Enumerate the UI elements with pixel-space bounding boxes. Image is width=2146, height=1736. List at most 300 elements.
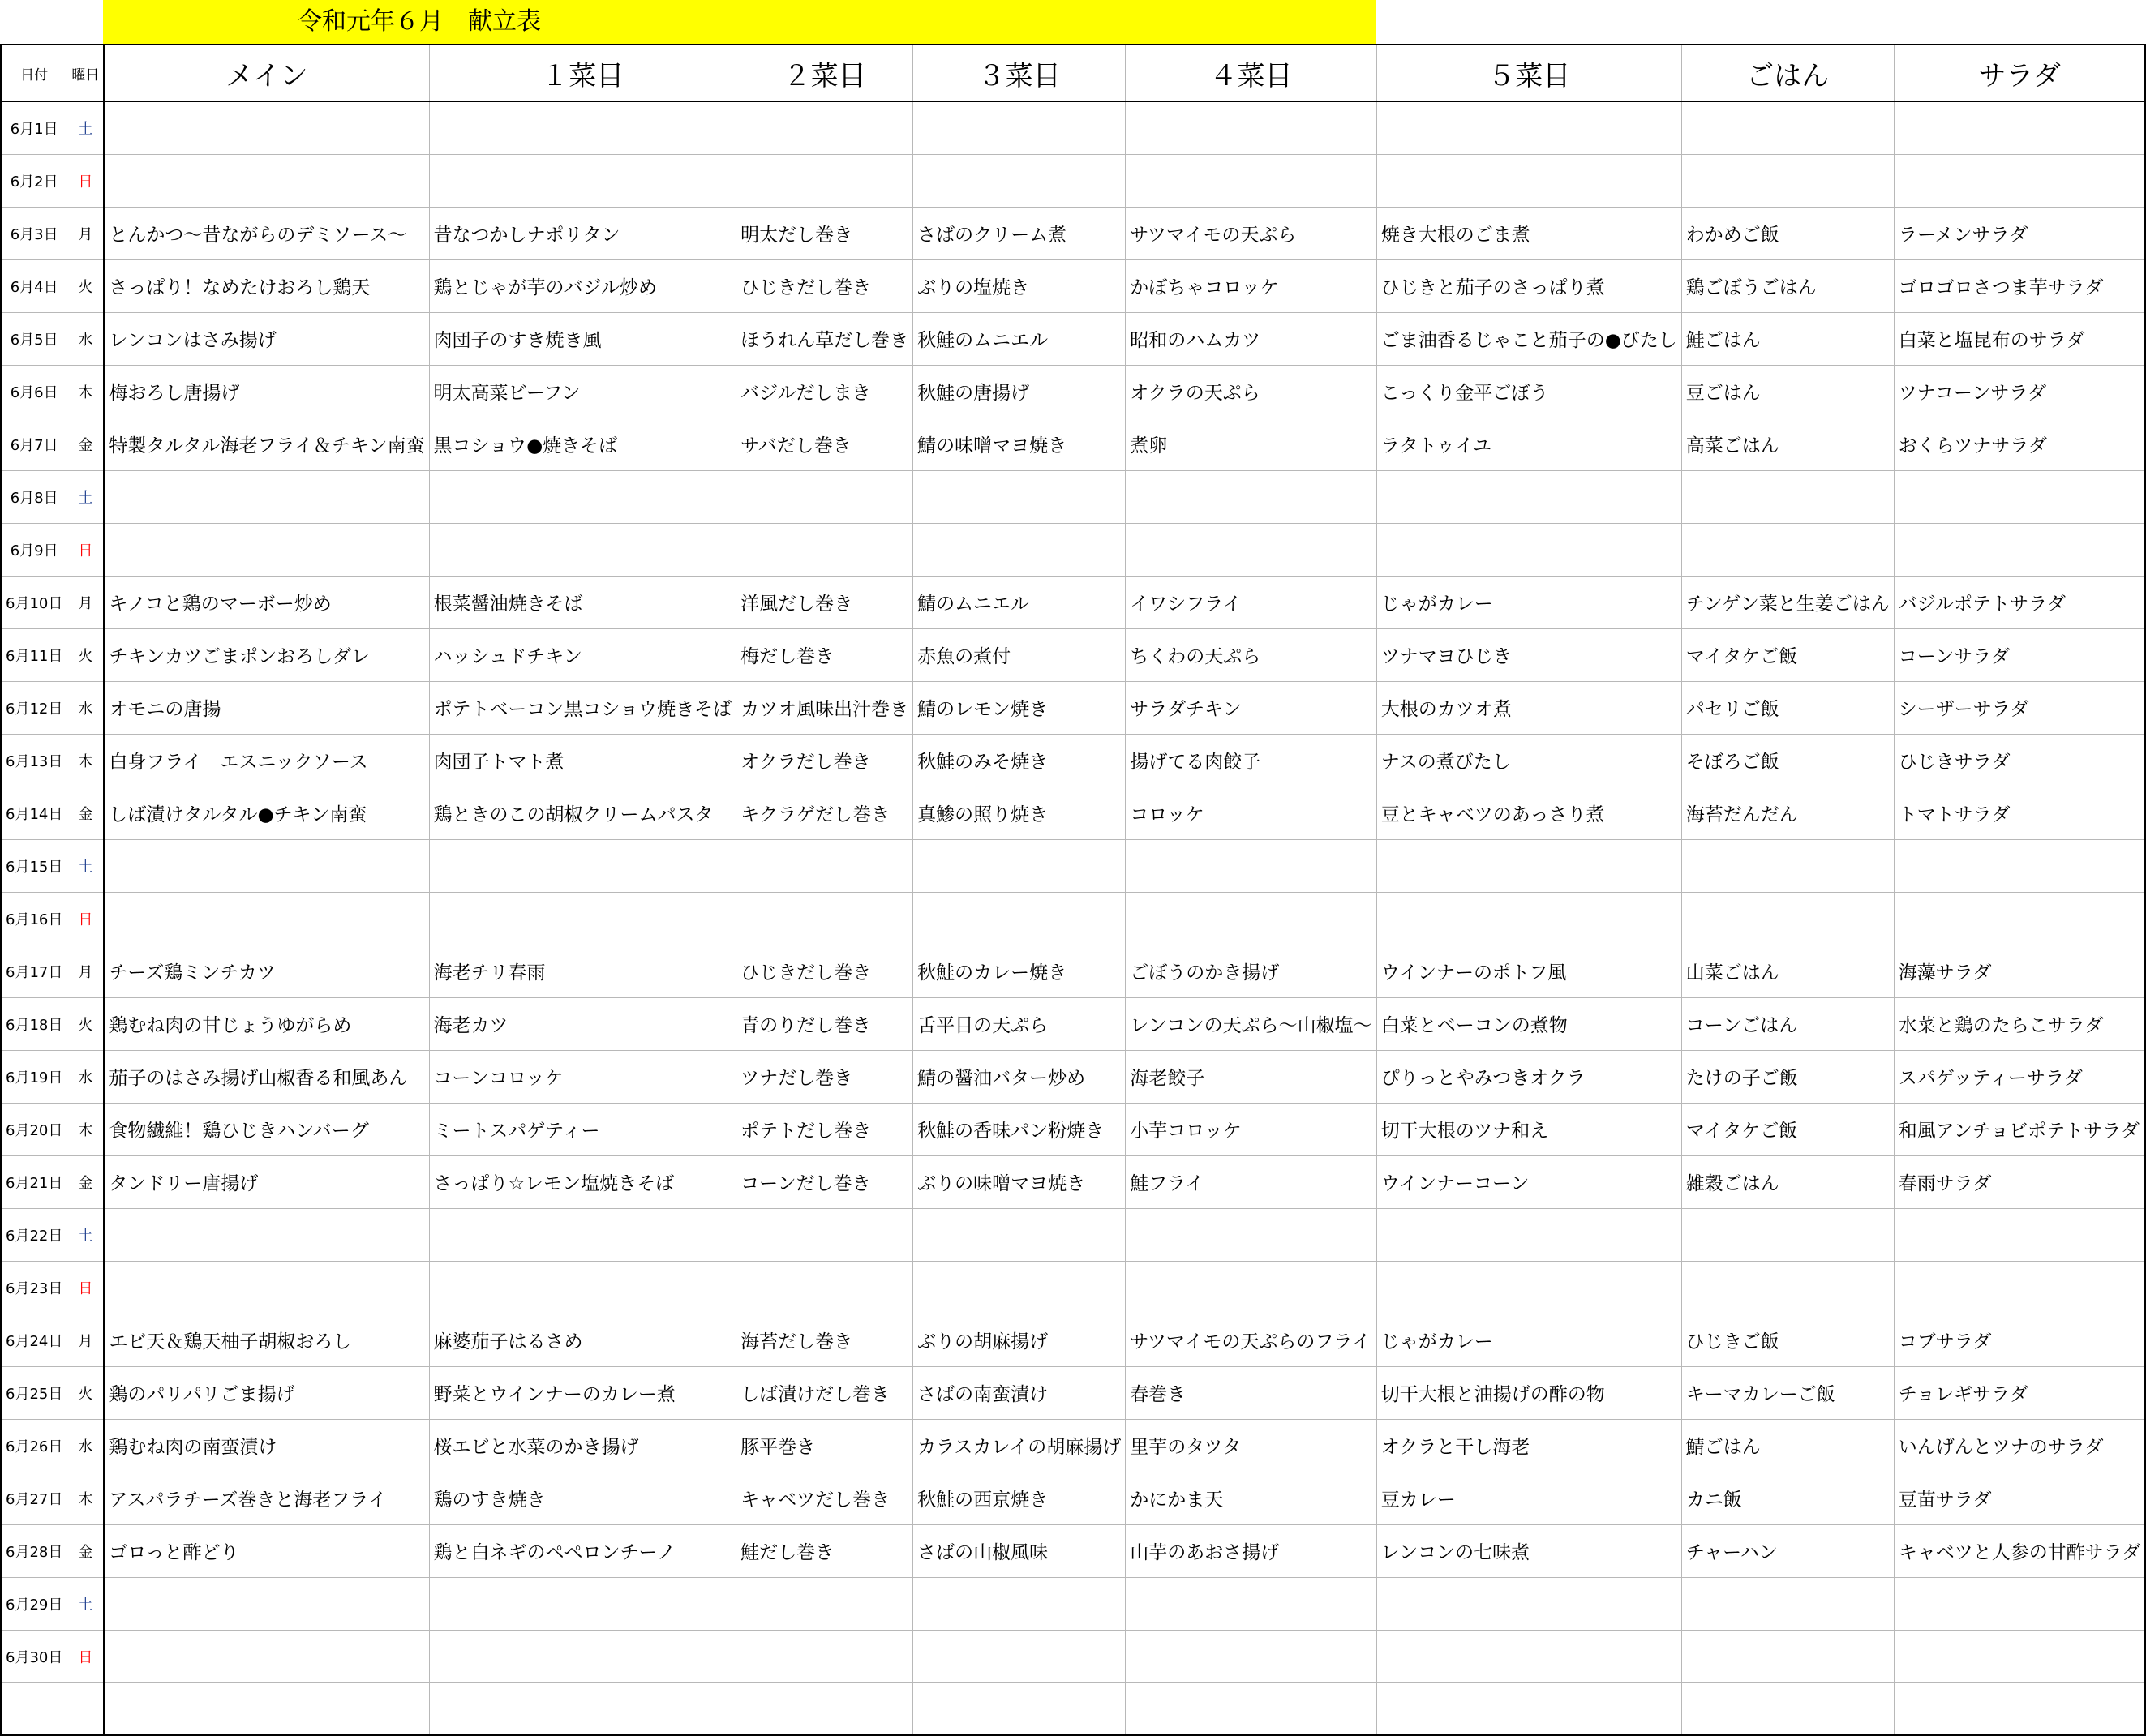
cell-salad: 豆苗サラダ bbox=[1894, 1472, 2145, 1524]
cell-dish-4: オクラの天ぷら bbox=[1126, 365, 1376, 418]
cell-rice bbox=[1681, 839, 1894, 892]
table-row bbox=[1, 1208, 2145, 1261]
cell-dish-5 bbox=[1376, 470, 1681, 523]
cell-date: 6月7日 bbox=[1, 418, 67, 470]
cell-salad bbox=[1894, 892, 2145, 945]
cell-salad: 春雨サラダ bbox=[1894, 1155, 2145, 1208]
cell-weekday: 木 bbox=[67, 365, 105, 418]
table-row bbox=[1, 1472, 2145, 1524]
cell-rice bbox=[1681, 1208, 1894, 1261]
cell-date: 6月27日 bbox=[1, 1472, 67, 1524]
cell-dish-1: 肉団子のすき焼き風 bbox=[429, 312, 736, 365]
cell-dish-2: ツナだし巻き bbox=[736, 1050, 913, 1103]
cell-rice: 山菜ごはん bbox=[1681, 945, 1894, 997]
cell-dish-5 bbox=[1376, 523, 1681, 576]
table-row bbox=[1, 787, 2145, 839]
header-main: メイン bbox=[104, 45, 429, 101]
cell-weekday: 木 bbox=[67, 734, 105, 787]
cell-dish-3: さばのクリーム煮 bbox=[913, 207, 1126, 259]
table-row bbox=[1, 312, 2145, 365]
cell-rice: チンゲン菜と生姜ごはん bbox=[1681, 576, 1894, 628]
cell-main: 鶏むね肉の南蛮漬け bbox=[104, 1419, 429, 1472]
cell-date: 6月12日 bbox=[1, 681, 67, 734]
cell-salad: ツナコーンサラダ bbox=[1894, 365, 2145, 418]
cell-salad: キャベツと人参の甘酢サラダ bbox=[1894, 1524, 2145, 1577]
header-dow: 曜日 bbox=[67, 45, 105, 101]
cell-rice bbox=[1681, 470, 1894, 523]
cell-weekday: 水 bbox=[67, 1419, 105, 1472]
cell-dish-1 bbox=[429, 1577, 736, 1630]
cell-date: 6月28日 bbox=[1, 1524, 67, 1577]
cell-weekday bbox=[67, 1682, 105, 1735]
cell-dish-4 bbox=[1126, 892, 1376, 945]
cell-dish-1 bbox=[429, 101, 736, 154]
cell-dish-2: サバだし巻き bbox=[736, 418, 913, 470]
cell-dish-2: キクラゲだし巻き bbox=[736, 787, 913, 839]
cell-main: 梅おろし唐揚げ bbox=[104, 365, 429, 418]
table-row bbox=[1, 1050, 2145, 1103]
table-row bbox=[1, 945, 2145, 997]
cell-dish-5: オクラと干し海老 bbox=[1376, 1419, 1681, 1472]
cell-dish-2 bbox=[736, 1208, 913, 1261]
cell-dish-1 bbox=[429, 1261, 736, 1314]
cell-rice: 鯖ごはん bbox=[1681, 1419, 1894, 1472]
cell-dish-3: カラスカレイの胡麻揚げ bbox=[913, 1419, 1126, 1472]
cell-dish-3 bbox=[913, 1208, 1126, 1261]
cell-dish-3: ぶりの胡麻揚げ bbox=[913, 1314, 1126, 1366]
cell-main bbox=[104, 1630, 429, 1682]
cell-main: チーズ鶏ミンチカツ bbox=[104, 945, 429, 997]
cell-weekday: 土 bbox=[67, 470, 105, 523]
cell-dish-3: 真鯵の照り焼き bbox=[913, 787, 1126, 839]
cell-dish-3: 鯖の醤油バター炒め bbox=[913, 1050, 1126, 1103]
cell-dish-2: カツオ風味出汁巻き bbox=[736, 681, 913, 734]
cell-dish-3 bbox=[913, 1682, 1126, 1735]
cell-dish-4: サツマイモの天ぷらのフライ bbox=[1126, 1314, 1376, 1366]
cell-dish-4: レンコンの天ぷら～山椒塩～ bbox=[1126, 997, 1376, 1050]
cell-dish-5: ひじきと茄子のさっぱり煮 bbox=[1376, 259, 1681, 312]
cell-dish-4: 里芋のタツタ bbox=[1126, 1419, 1376, 1472]
table-row bbox=[1, 628, 2145, 681]
table-row bbox=[1, 892, 2145, 945]
cell-dish-5: ラタトゥイユ bbox=[1376, 418, 1681, 470]
cell-date: 6月21日 bbox=[1, 1155, 67, 1208]
cell-dish-4: ちくわの天ぷら bbox=[1126, 628, 1376, 681]
cell-main: オモニの唐揚 bbox=[104, 681, 429, 734]
cell-salad bbox=[1894, 1630, 2145, 1682]
header-dish-3: ３菜目 bbox=[913, 45, 1126, 101]
cell-salad: いんげんとツナのサラダ bbox=[1894, 1419, 2145, 1472]
cell-dish-2 bbox=[736, 1577, 913, 1630]
cell-main: とんかつ～昔ながらのデミソース～ bbox=[104, 207, 429, 259]
cell-date: 6月20日 bbox=[1, 1103, 67, 1155]
cell-main: 茄子のはさみ揚げ山椒香る和風あん bbox=[104, 1050, 429, 1103]
cell-dish-3: 秋鮭の唐揚げ bbox=[913, 365, 1126, 418]
cell-date: 6月11日 bbox=[1, 628, 67, 681]
cell-date: 6月23日 bbox=[1, 1261, 67, 1314]
cell-date: 6月16日 bbox=[1, 892, 67, 945]
cell-rice bbox=[1681, 1261, 1894, 1314]
cell-salad bbox=[1894, 101, 2145, 154]
cell-dish-1 bbox=[429, 892, 736, 945]
cell-weekday: 金 bbox=[67, 1524, 105, 1577]
cell-dish-3 bbox=[913, 1630, 1126, 1682]
cell-dish-4 bbox=[1126, 470, 1376, 523]
cell-rice: コーンごはん bbox=[1681, 997, 1894, 1050]
cell-weekday: 木 bbox=[67, 1472, 105, 1524]
cell-dish-3: 鯖の味噌マヨ焼き bbox=[913, 418, 1126, 470]
cell-dish-5: 大根のカツオ煮 bbox=[1376, 681, 1681, 734]
cell-main: チキンカツごまポンおろしダレ bbox=[104, 628, 429, 681]
cell-dish-1: 桜エビと水菜のかき揚げ bbox=[429, 1419, 736, 1472]
cell-dish-1: 鶏ときのこの胡椒クリームパスタ bbox=[429, 787, 736, 839]
cell-dish-1: 黒コショウ●焼きそば bbox=[429, 418, 736, 470]
cell-dish-3: 秋鮭の香味パン粉焼き bbox=[913, 1103, 1126, 1155]
cell-date: 6月26日 bbox=[1, 1419, 67, 1472]
cell-salad: チョレギサラダ bbox=[1894, 1366, 2145, 1419]
cell-main: レンコンはさみ揚げ bbox=[104, 312, 429, 365]
cell-dish-5: じゃがカレー bbox=[1376, 576, 1681, 628]
cell-rice: マイタケご飯 bbox=[1681, 628, 1894, 681]
cell-dish-1: 海老チリ春雨 bbox=[429, 945, 736, 997]
table-row bbox=[1, 1366, 2145, 1419]
cell-dish-3 bbox=[913, 1577, 1126, 1630]
table-row bbox=[1, 418, 2145, 470]
menu-table bbox=[0, 44, 2146, 1736]
cell-dish-5 bbox=[1376, 101, 1681, 154]
cell-date: 6月5日 bbox=[1, 312, 67, 365]
cell-dish-5 bbox=[1376, 1208, 1681, 1261]
cell-dish-1: 鶏と白ネギのペペロンチーノ bbox=[429, 1524, 736, 1577]
cell-dish-4: ごぼうのかき揚げ bbox=[1126, 945, 1376, 997]
cell-weekday: 月 bbox=[67, 576, 105, 628]
cell-date: 6月17日 bbox=[1, 945, 67, 997]
cell-dish-2: 明太だし巻き bbox=[736, 207, 913, 259]
cell-dish-4 bbox=[1126, 101, 1376, 154]
cell-dish-4: 煮卵 bbox=[1126, 418, 1376, 470]
header-dish-4: ４菜目 bbox=[1126, 45, 1376, 101]
cell-main bbox=[104, 101, 429, 154]
cell-weekday: 火 bbox=[67, 1366, 105, 1419]
cell-dish-5: ぴりっとやみつきオクラ bbox=[1376, 1050, 1681, 1103]
cell-rice bbox=[1681, 892, 1894, 945]
header-dish-1: １菜目 bbox=[429, 45, 736, 101]
cell-dish-3 bbox=[913, 1261, 1126, 1314]
cell-date: 6月9日 bbox=[1, 523, 67, 576]
cell-dish-2 bbox=[736, 839, 913, 892]
cell-salad: コブサラダ bbox=[1894, 1314, 2145, 1366]
cell-salad: ゴロゴロさつま芋サラダ bbox=[1894, 259, 2145, 312]
cell-salad: 白菜と塩昆布のサラダ bbox=[1894, 312, 2145, 365]
cell-rice: パセリご飯 bbox=[1681, 681, 1894, 734]
header-dish-2: ２菜目 bbox=[736, 45, 913, 101]
cell-main: キノコと鶏のマーボー炒め bbox=[104, 576, 429, 628]
cell-rice: わかめご飯 bbox=[1681, 207, 1894, 259]
cell-dish-2 bbox=[736, 101, 913, 154]
cell-date: 6月22日 bbox=[1, 1208, 67, 1261]
cell-dish-5 bbox=[1376, 1261, 1681, 1314]
cell-weekday: 水 bbox=[67, 681, 105, 734]
cell-main: ゴロっと酢どり bbox=[104, 1524, 429, 1577]
cell-dish-5: こっくり金平ごぼう bbox=[1376, 365, 1681, 418]
cell-dish-5: 焼き大根のごま煮 bbox=[1376, 207, 1681, 259]
cell-weekday: 日 bbox=[67, 523, 105, 576]
cell-rice: 海苔だんだん bbox=[1681, 787, 1894, 839]
cell-main: 鶏むね肉の甘じょうゆがらめ bbox=[104, 997, 429, 1050]
cell-dish-1 bbox=[429, 470, 736, 523]
cell-dish-2 bbox=[736, 523, 913, 576]
cell-dish-5 bbox=[1376, 1577, 1681, 1630]
cell-dish-4 bbox=[1126, 1261, 1376, 1314]
cell-main: タンドリー唐揚げ bbox=[104, 1155, 429, 1208]
cell-rice: 雑穀ごはん bbox=[1681, 1155, 1894, 1208]
cell-dish-3 bbox=[913, 154, 1126, 207]
cell-rice: カニ飯 bbox=[1681, 1472, 1894, 1524]
cell-salad bbox=[1894, 839, 2145, 892]
table-row bbox=[1, 681, 2145, 734]
cell-dish-4 bbox=[1126, 1682, 1376, 1735]
cell-weekday: 土 bbox=[67, 1577, 105, 1630]
cell-main bbox=[104, 154, 429, 207]
cell-rice bbox=[1681, 523, 1894, 576]
cell-dish-5: レンコンの七味煮 bbox=[1376, 1524, 1681, 1577]
cell-dish-1: 鶏のすき焼き bbox=[429, 1472, 736, 1524]
cell-rice: 鮭ごはん bbox=[1681, 312, 1894, 365]
cell-dish-5 bbox=[1376, 1682, 1681, 1735]
cell-dish-5 bbox=[1376, 892, 1681, 945]
cell-dish-4: コロッケ bbox=[1126, 787, 1376, 839]
menu-body bbox=[1, 101, 2145, 1735]
cell-main bbox=[104, 892, 429, 945]
cell-dish-4 bbox=[1126, 154, 1376, 207]
table-row bbox=[1, 1314, 2145, 1366]
cell-weekday: 日 bbox=[67, 892, 105, 945]
cell-salad bbox=[1894, 470, 2145, 523]
table-row bbox=[1, 1419, 2145, 1472]
cell-main: 鶏のパリパリごま揚げ bbox=[104, 1366, 429, 1419]
cell-date: 6月15日 bbox=[1, 839, 67, 892]
cell-dish-4: サラダチキン bbox=[1126, 681, 1376, 734]
cell-dish-1: 昔なつかしナポリタン bbox=[429, 207, 736, 259]
cell-dish-3 bbox=[913, 523, 1126, 576]
table-row bbox=[1, 1630, 2145, 1682]
cell-dish-5: ウインナーコーン bbox=[1376, 1155, 1681, 1208]
cell-rice bbox=[1681, 1630, 1894, 1682]
cell-dish-2: 洋風だし巻き bbox=[736, 576, 913, 628]
cell-dish-1: 鶏とじゃが芋のバジル炒め bbox=[429, 259, 736, 312]
cell-date: 6月13日 bbox=[1, 734, 67, 787]
table-row bbox=[1, 470, 2145, 523]
cell-main bbox=[104, 1208, 429, 1261]
cell-dish-2: 鮭だし巻き bbox=[736, 1524, 913, 1577]
cell-date: 6月2日 bbox=[1, 154, 67, 207]
cell-rice: 高菜ごはん bbox=[1681, 418, 1894, 470]
cell-weekday: 日 bbox=[67, 1630, 105, 1682]
cell-dish-4: 揚げてる肉餃子 bbox=[1126, 734, 1376, 787]
cell-date: 6月10日 bbox=[1, 576, 67, 628]
cell-dish-2: ポテトだし巻き bbox=[736, 1103, 913, 1155]
cell-dish-1: 肉団子トマト煮 bbox=[429, 734, 736, 787]
cell-dish-4: 小芋コロッケ bbox=[1126, 1103, 1376, 1155]
cell-dish-4 bbox=[1126, 1630, 1376, 1682]
cell-weekday: 水 bbox=[67, 1050, 105, 1103]
cell-date bbox=[1, 1682, 67, 1735]
table-row bbox=[1, 1155, 2145, 1208]
cell-salad: おくらツナサラダ bbox=[1894, 418, 2145, 470]
cell-weekday: 土 bbox=[67, 839, 105, 892]
cell-rice: たけの子ご飯 bbox=[1681, 1050, 1894, 1103]
cell-date: 6月18日 bbox=[1, 997, 67, 1050]
cell-dish-4: イワシフライ bbox=[1126, 576, 1376, 628]
cell-dish-1: さっぱり☆レモン塩焼きそば bbox=[429, 1155, 736, 1208]
cell-date: 6月25日 bbox=[1, 1366, 67, 1419]
cell-dish-3: 赤魚の煮付 bbox=[913, 628, 1126, 681]
table-row bbox=[1, 1103, 2145, 1155]
header-rice: ごはん bbox=[1681, 45, 1894, 101]
cell-date: 6月29日 bbox=[1, 1577, 67, 1630]
cell-dish-1: 明太高菜ビーフン bbox=[429, 365, 736, 418]
cell-dish-5 bbox=[1376, 154, 1681, 207]
cell-main bbox=[104, 1577, 429, 1630]
cell-main: しば漬けタルタル●チキン南蛮 bbox=[104, 787, 429, 839]
cell-date: 6月4日 bbox=[1, 259, 67, 312]
cell-dish-2: ひじきだし巻き bbox=[736, 259, 913, 312]
cell-weekday: 土 bbox=[67, 101, 105, 154]
cell-weekday: 月 bbox=[67, 207, 105, 259]
cell-dish-3: 秋鮭のムニエル bbox=[913, 312, 1126, 365]
cell-salad bbox=[1894, 1261, 2145, 1314]
cell-weekday: 土 bbox=[67, 1208, 105, 1261]
header-row bbox=[1, 45, 2145, 101]
cell-main: さっぱり！なめたけおろし鶏天 bbox=[104, 259, 429, 312]
cell-weekday: 金 bbox=[67, 787, 105, 839]
cell-date: 6月30日 bbox=[1, 1630, 67, 1682]
cell-date: 6月24日 bbox=[1, 1314, 67, 1366]
table-row bbox=[1, 259, 2145, 312]
cell-dish-3 bbox=[913, 839, 1126, 892]
table-row bbox=[1, 1524, 2145, 1577]
cell-salad: 海藻サラダ bbox=[1894, 945, 2145, 997]
cell-dish-2: 海苔だし巻き bbox=[736, 1314, 913, 1366]
cell-rice: マイタケご飯 bbox=[1681, 1103, 1894, 1155]
cell-dish-5 bbox=[1376, 839, 1681, 892]
cell-dish-1: 根菜醤油焼きそば bbox=[429, 576, 736, 628]
cell-dish-3: 鯖のレモン焼き bbox=[913, 681, 1126, 734]
cell-weekday: 金 bbox=[67, 1155, 105, 1208]
cell-dish-1: ポテトベーコン黒コショウ焼きそば bbox=[429, 681, 736, 734]
cell-rice: キーマカレーご飯 bbox=[1681, 1366, 1894, 1419]
cell-dish-2: キャベツだし巻き bbox=[736, 1472, 913, 1524]
cell-weekday: 日 bbox=[67, 154, 105, 207]
cell-salad: コーンサラダ bbox=[1894, 628, 2145, 681]
cell-salad: スパゲッティーサラダ bbox=[1894, 1050, 2145, 1103]
cell-salad: 水菜と鶏のたらこサラダ bbox=[1894, 997, 2145, 1050]
cell-salad bbox=[1894, 154, 2145, 207]
cell-dish-5: 豆カレー bbox=[1376, 1472, 1681, 1524]
cell-salad bbox=[1894, 1208, 2145, 1261]
table-row bbox=[1, 365, 2145, 418]
cell-dish-1 bbox=[429, 523, 736, 576]
cell-weekday: 日 bbox=[67, 1261, 105, 1314]
cell-dish-4 bbox=[1126, 1208, 1376, 1261]
cell-salad: ラーメンサラダ bbox=[1894, 207, 2145, 259]
cell-main: 食物繊維！鶏ひじきハンバーグ bbox=[104, 1103, 429, 1155]
cell-dish-2: バジルだしまき bbox=[736, 365, 913, 418]
sheet-title: 令和元年６月 献立表 bbox=[103, 0, 1376, 44]
cell-dish-3: 秋鮭のみそ焼き bbox=[913, 734, 1126, 787]
cell-dish-5: ウインナーのポトフ風 bbox=[1376, 945, 1681, 997]
cell-date: 6月19日 bbox=[1, 1050, 67, 1103]
cell-main bbox=[104, 1682, 429, 1735]
cell-dish-5: 白菜とベーコンの煮物 bbox=[1376, 997, 1681, 1050]
cell-dish-2: しば漬けだし巻き bbox=[736, 1366, 913, 1419]
cell-dish-2: ひじきだし巻き bbox=[736, 945, 913, 997]
cell-salad: バジルポテトサラダ bbox=[1894, 576, 2145, 628]
cell-dish-1 bbox=[429, 1630, 736, 1682]
cell-salad bbox=[1894, 1682, 2145, 1735]
table-row bbox=[1, 1682, 2145, 1735]
cell-main bbox=[104, 839, 429, 892]
cell-dish-2: オクラだし巻き bbox=[736, 734, 913, 787]
cell-dish-4: 山芋のあおさ揚げ bbox=[1126, 1524, 1376, 1577]
cell-salad: ひじきサラダ bbox=[1894, 734, 2145, 787]
cell-main bbox=[104, 523, 429, 576]
cell-dish-1: 麻婆茄子はるさめ bbox=[429, 1314, 736, 1366]
cell-weekday: 火 bbox=[67, 628, 105, 681]
cell-dish-3: 舌平目の天ぷら bbox=[913, 997, 1126, 1050]
cell-weekday: 木 bbox=[67, 1103, 105, 1155]
cell-dish-1: ハッシュドチキン bbox=[429, 628, 736, 681]
cell-dish-4: かにかま天 bbox=[1126, 1472, 1376, 1524]
cell-dish-1: 海老カツ bbox=[429, 997, 736, 1050]
cell-main: 特製タルタル海老フライ＆チキン南蛮 bbox=[104, 418, 429, 470]
cell-dish-4 bbox=[1126, 523, 1376, 576]
cell-dish-3: ぶりの味噌マヨ焼き bbox=[913, 1155, 1126, 1208]
table-row bbox=[1, 576, 2145, 628]
cell-date: 6月6日 bbox=[1, 365, 67, 418]
cell-dish-4: サツマイモの天ぷら bbox=[1126, 207, 1376, 259]
cell-rice: 豆ごはん bbox=[1681, 365, 1894, 418]
cell-dish-3: ぶりの塩焼き bbox=[913, 259, 1126, 312]
cell-weekday: 水 bbox=[67, 312, 105, 365]
cell-rice bbox=[1681, 154, 1894, 207]
cell-dish-1: 野菜とウインナーのカレー煮 bbox=[429, 1366, 736, 1419]
cell-dish-4: 鮭フライ bbox=[1126, 1155, 1376, 1208]
table-row bbox=[1, 997, 2145, 1050]
cell-salad: シーザーサラダ bbox=[1894, 681, 2145, 734]
cell-rice: ひじきご飯 bbox=[1681, 1314, 1894, 1366]
cell-dish-4 bbox=[1126, 839, 1376, 892]
cell-dish-3 bbox=[913, 470, 1126, 523]
cell-dish-2: 豚平巻き bbox=[736, 1419, 913, 1472]
cell-dish-3 bbox=[913, 101, 1126, 154]
cell-dish-2 bbox=[736, 892, 913, 945]
cell-dish-5: 切干大根と油揚げの酢の物 bbox=[1376, 1366, 1681, 1419]
table-row bbox=[1, 523, 2145, 576]
table-row bbox=[1, 1261, 2145, 1314]
cell-dish-2 bbox=[736, 470, 913, 523]
cell-date: 6月8日 bbox=[1, 470, 67, 523]
cell-dish-4 bbox=[1126, 1577, 1376, 1630]
cell-dish-5: ごま油香るじゃこと茄子の●びたし bbox=[1376, 312, 1681, 365]
cell-rice: 鶏ごぼうごはん bbox=[1681, 259, 1894, 312]
cell-dish-1 bbox=[429, 839, 736, 892]
cell-rice bbox=[1681, 1682, 1894, 1735]
cell-dish-2 bbox=[736, 1630, 913, 1682]
cell-dish-2 bbox=[736, 1261, 913, 1314]
header-dish-5: ５菜目 bbox=[1376, 45, 1681, 101]
cell-dish-3: 秋鮭の西京焼き bbox=[913, 1472, 1126, 1524]
